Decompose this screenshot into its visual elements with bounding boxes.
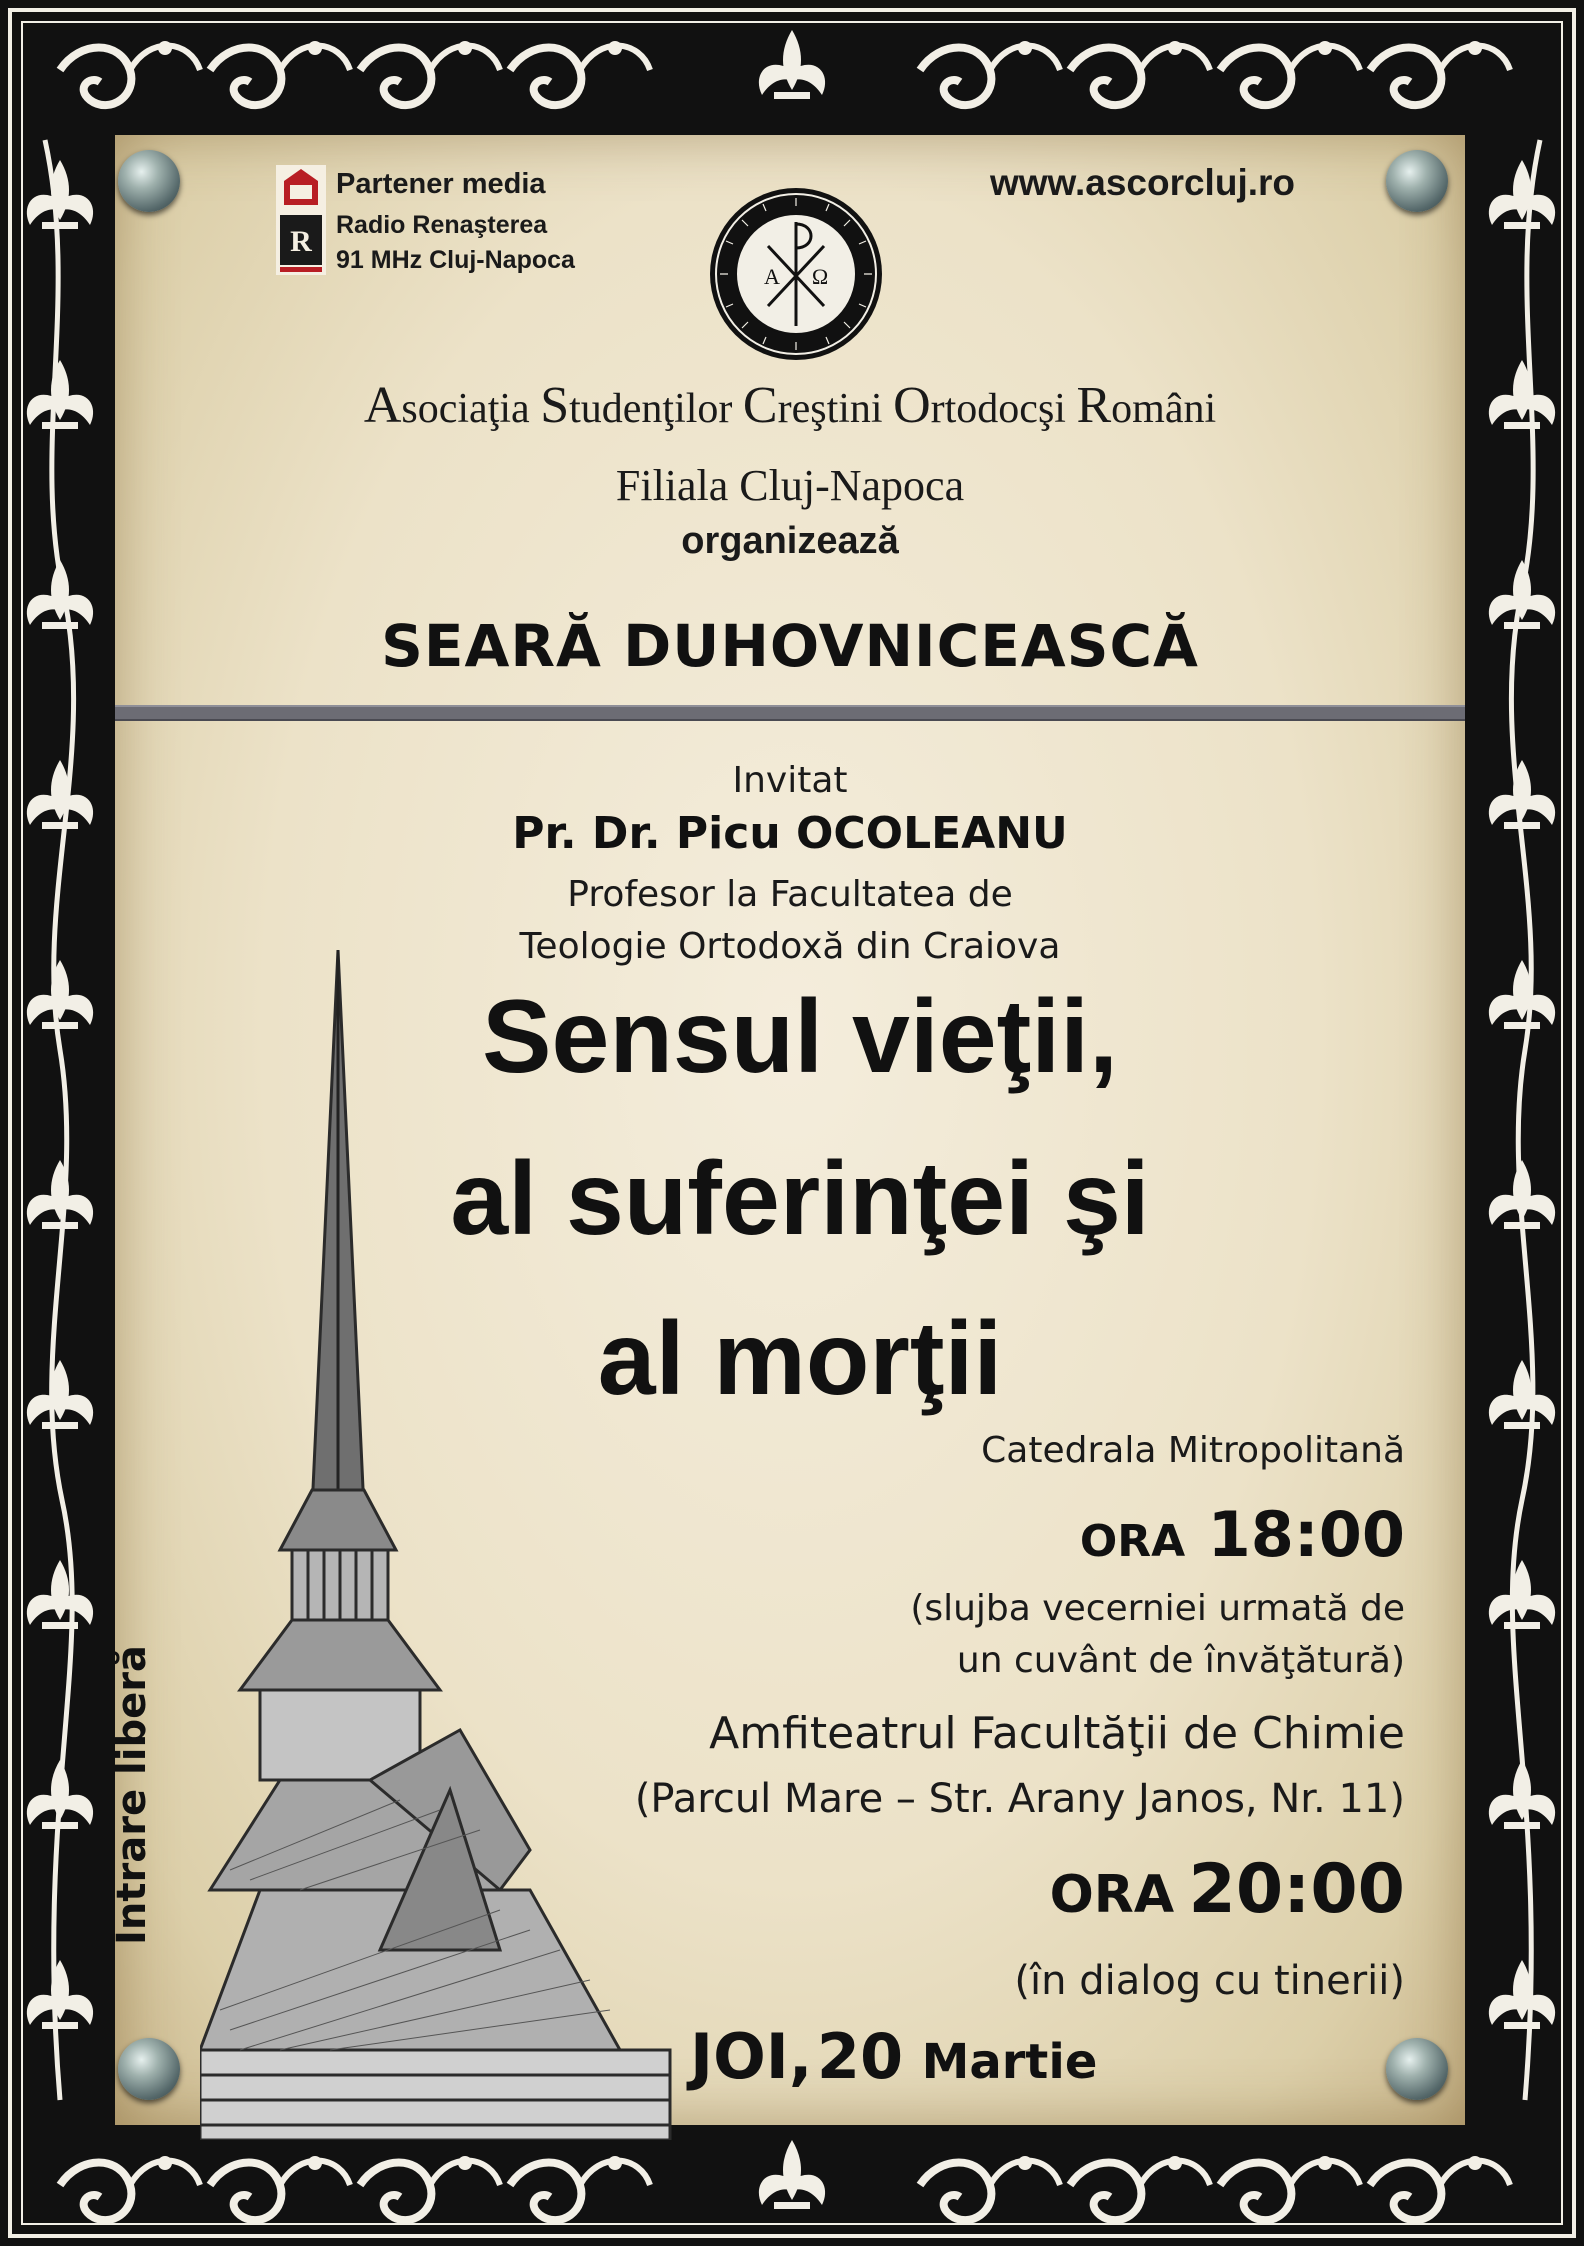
- session1-place: Catedrala Mitropolitană: [981, 1430, 1405, 1471]
- date-number: 20: [816, 2020, 904, 2093]
- title-line2: al suferinţei şi: [450, 1141, 1150, 1257]
- session2-ora-label: ORA: [1049, 1865, 1175, 1925]
- session2-place: Amfiteatrul Facultăţii de Chimie: [709, 1708, 1405, 1759]
- initial-o: O: [893, 377, 931, 434]
- website-link[interactable]: www.ascorcluj.ro: [990, 162, 1295, 203]
- guest-role-line1: Profesor la Facultatea de: [567, 874, 1013, 915]
- word-a: sociaţia: [401, 386, 530, 432]
- guest-name: Pr. Dr. Picu OCOLEANU: [512, 808, 1068, 859]
- section-divider: [115, 705, 1465, 721]
- free-entry-label: Intrare liberă: [109, 1645, 155, 1945]
- event-date: [690, 2020, 1390, 2093]
- title-line3: al morţii: [597, 1301, 1003, 1417]
- chi-rho-seal-icon: [708, 186, 884, 362]
- session1-note-line1: (slujba vecerniei urmată de: [910, 1588, 1405, 1629]
- word-c: reştini: [777, 386, 883, 432]
- branch-name: Filiala Cluj-Napoca: [615, 461, 965, 510]
- organizer-verb: organizează: [681, 520, 899, 562]
- session2-note: (în dialog cu tinerii): [1014, 1958, 1405, 2004]
- initial-c: C: [742, 377, 778, 434]
- organizer-name: [115, 376, 1465, 435]
- session2-time-row: [700, 1850, 1405, 1929]
- initial-s: S: [540, 377, 570, 434]
- initial-r: R: [1076, 377, 1112, 434]
- date-month: Martie: [921, 2034, 1098, 2090]
- corner-rivet-bottom-left: [118, 2038, 180, 2100]
- initial-a: A: [363, 377, 402, 434]
- radio-logo-icon: [276, 165, 326, 275]
- session1-note-line2: un cuvânt de învăţătură): [956, 1640, 1405, 1681]
- session1-time-row: [700, 1498, 1405, 1571]
- session1-time: 18:00: [1207, 1498, 1405, 1571]
- date-day: JOI,: [690, 2020, 813, 2093]
- partner-frequency: 91 MHz Cluj-Napoca: [336, 246, 575, 274]
- partner-label: Partener media: [336, 168, 546, 200]
- word-o: rtodocşi: [930, 386, 1066, 432]
- event-type-heading: SEARĂ DUHOVNICEASCĂ: [381, 612, 1199, 680]
- svg-text:R: R: [290, 225, 312, 258]
- wooden-church-illustration: [200, 950, 720, 2140]
- session2-address: (Parcul Mare – Str. Arany Janos, Nr. 11): [634, 1776, 1405, 1822]
- seal-omega: Ω: [811, 264, 829, 289]
- corner-rivet-top-left: [118, 150, 180, 212]
- session1-ora-label: ORA: [1079, 1516, 1186, 1567]
- word-s: tudenţilor: [569, 386, 733, 432]
- guest-intro: Invitat: [732, 760, 848, 801]
- corner-rivet-top-right: [1386, 150, 1448, 212]
- title-line1: Sensul vieţii,: [482, 979, 1118, 1095]
- word-r: omâni: [1111, 386, 1217, 432]
- corner-rivet-bottom-right: [1386, 2038, 1448, 2100]
- seal-alpha: Α: [764, 264, 780, 289]
- partner-station: Radio Renaşterea: [336, 211, 548, 239]
- session2-time: 20:00: [1188, 1850, 1405, 1929]
- guest-role-line2: Teologie Ortodoxă din Craiova: [519, 926, 1061, 967]
